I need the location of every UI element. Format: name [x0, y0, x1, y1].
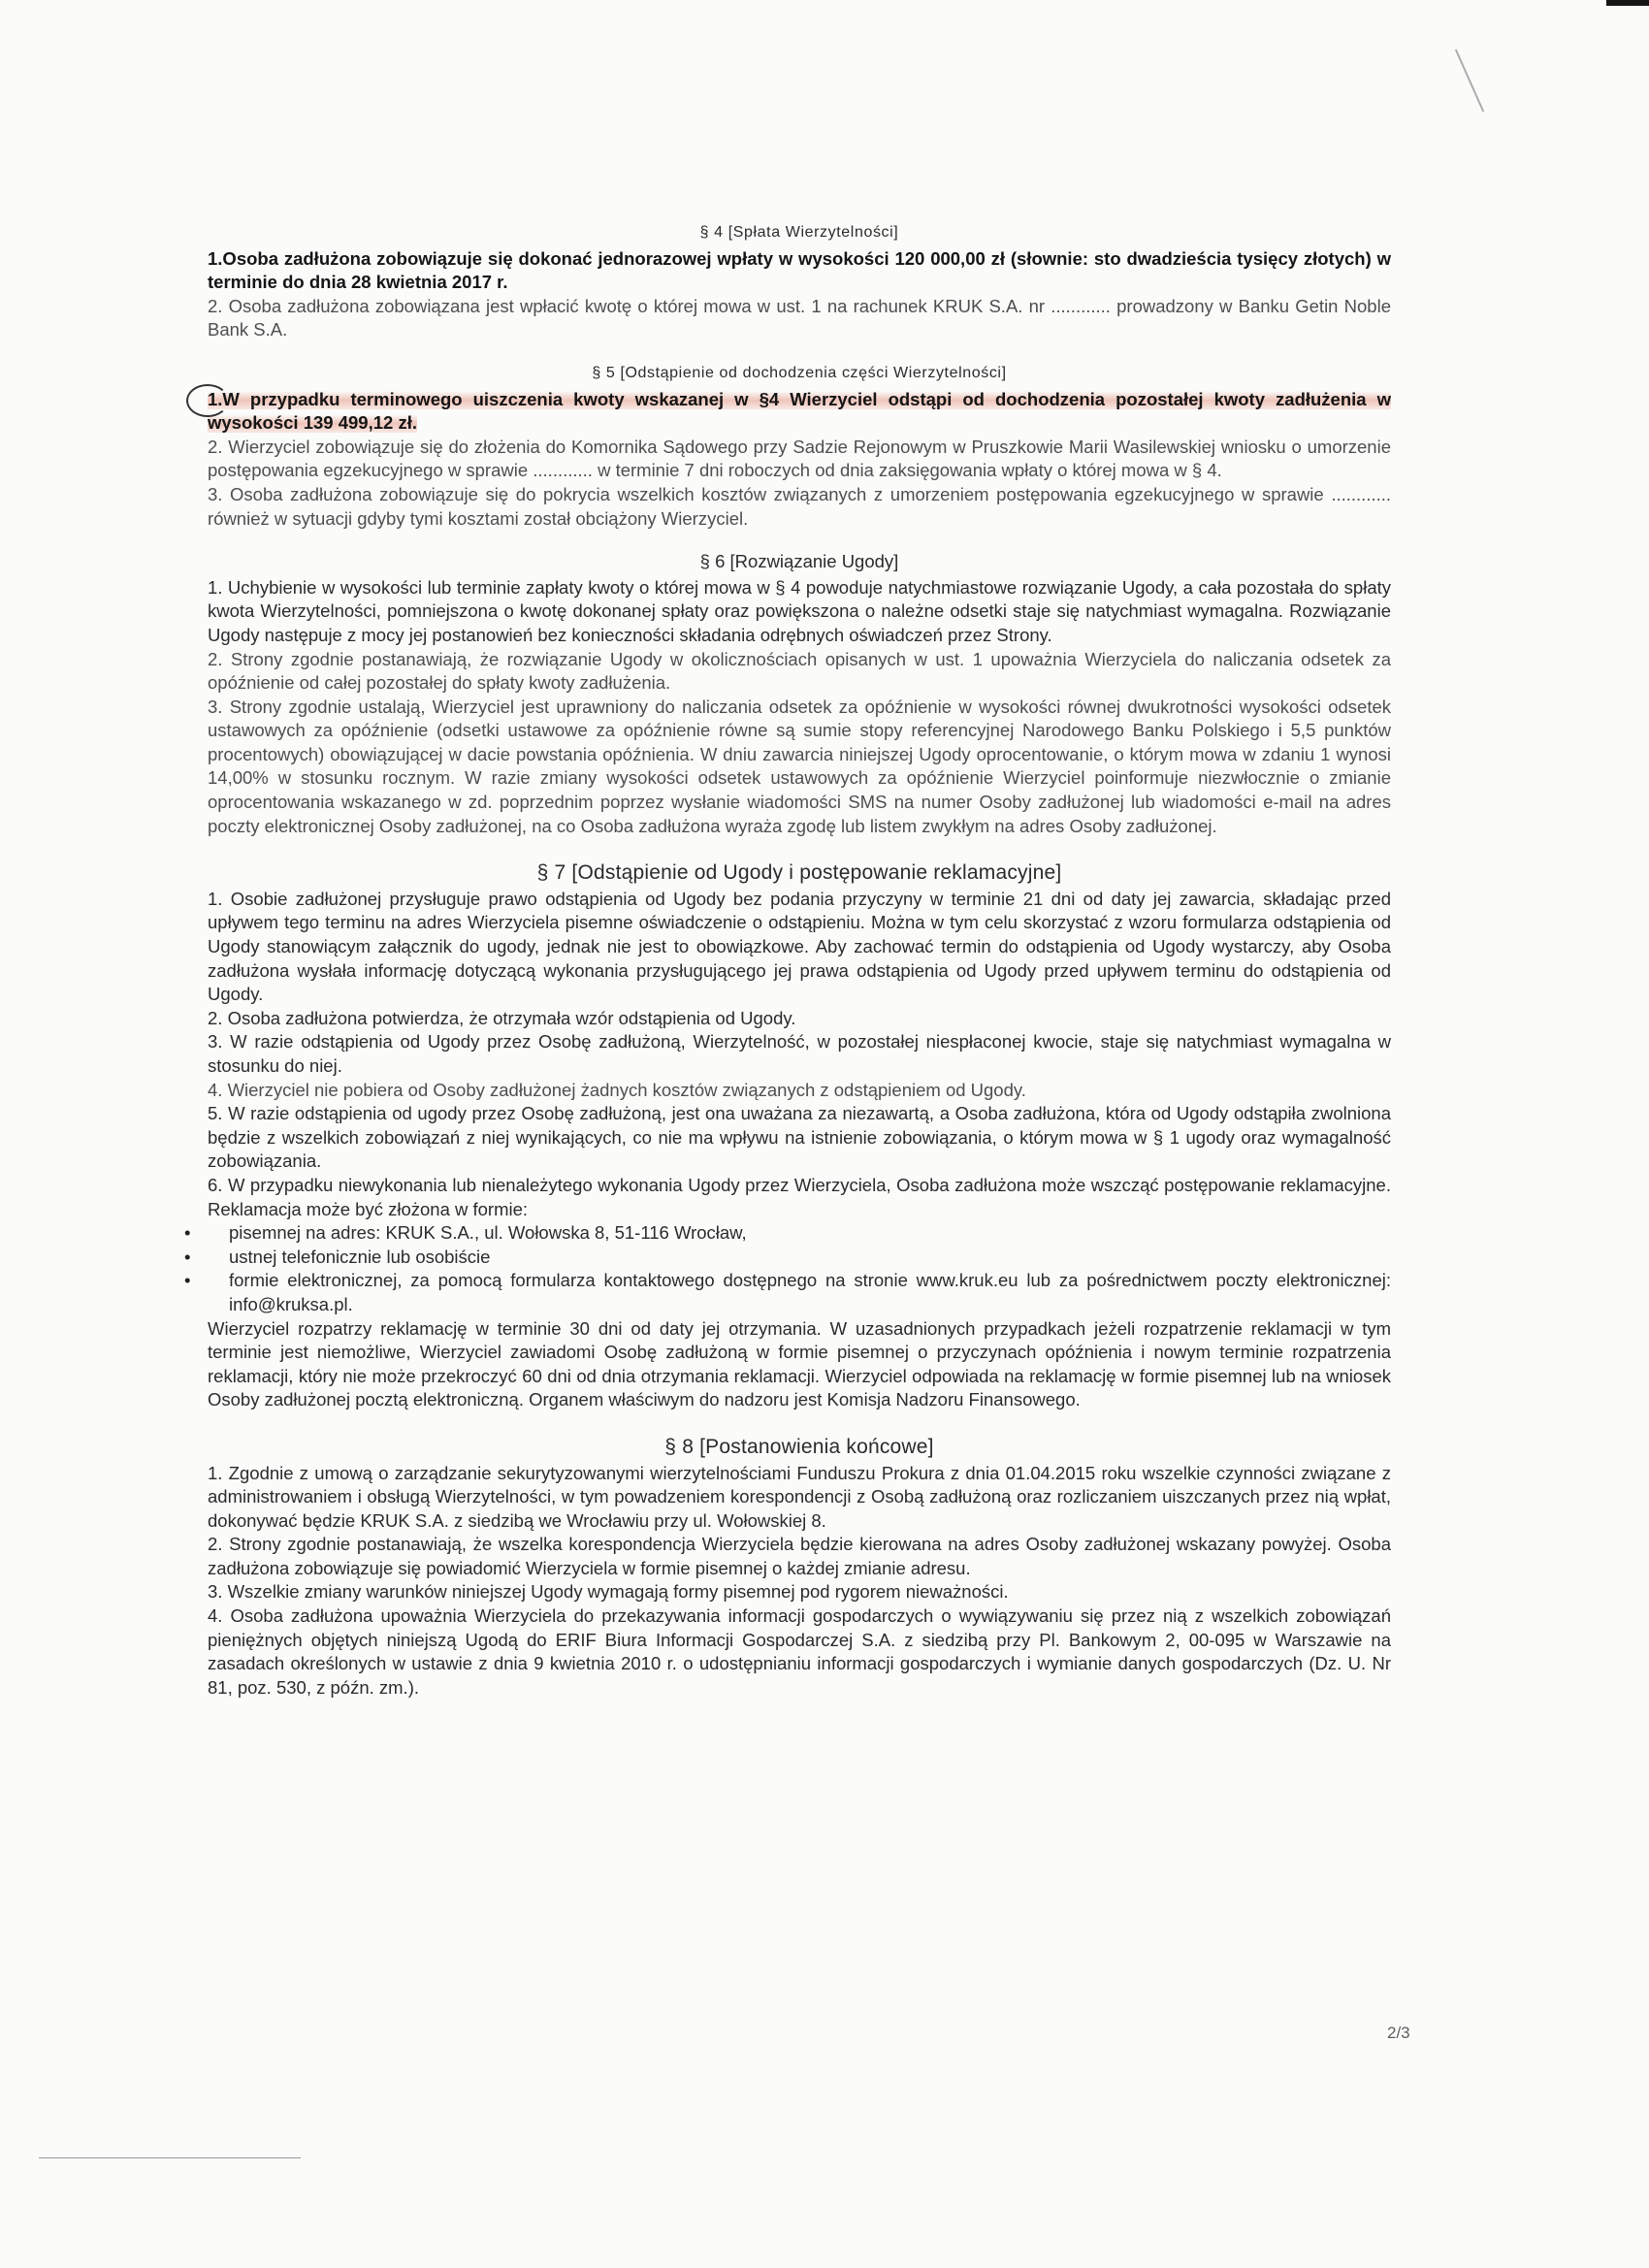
section-4-heading: § 4 [Spłata Wierzytelności]: [699, 224, 899, 241]
section-6-paragraph-2: 2. Strony zgodnie postanawiają, że rozwiązanie Ugody w okolicznościach opisanych w ust. 1 upoważnia Wierzyciela do naliczania odsetek za opóźnienie od całej pozostałej do spłaty kwoty zadłużenia.: [208, 648, 1391, 694]
section-7-paragraph-7: Wierzyciel rozpatrzy reklamację w terminie 30 dni od daty jej otrzymania. W uzasadnionych przypadkach jeżeli rozpatrzenie reklamacji w tym terminie jest niemożliwe, Wierzyciel zawiadomi Osobę zadłużoną w formie pisemnej o przyczynach opóźnienia i nowym terminie rozpatrzenia reklamacji, który nie może przekroczyć 60 dni od dnia otrzymania reklamacji. Wierzyciel odpowiada na reklamację w formie pisemnej lub na wniosek Osoby zadłużonej pocztą elektroniczną. Organem właściwym do nadzoru jest Komisja Nadzoru Finansowego.: [208, 1317, 1391, 1410]
section-7-paragraph-2: 2. Osoba zadłużona potwierdza, że otrzymała wzór odstąpienia od Ugody.: [208, 1007, 796, 1028]
section-4: [208, 221, 1391, 342]
section-4-paragraph-2: 2. Osoba zadłużona zobowiązana jest wpłacić kwotę o której mowa w ust. 1 na rachunek KRUK S.A. nr ............ prowadzony w Banku Getin Noble Bank S.A.: [208, 295, 1391, 340]
section-6-paragraph-3: 3. Strony zgodnie ustalają, Wierzyciel jest uprawniony do naliczania odsetek za opóźnienie w wysokości równej dwukrotności wysokości odsetek ustawowych za opóźnienie (odsetki ustawowe za opóźnienie równe są sumie stopy referencyjnej Narodowego Banku Polskiego i 5,5 punktów procentowych) obowiązującej w dacie powstania opóźnienia. W dniu zawarcia niniejszej Ugody oprocentowanie, o którym mowa w zdaniu 1 wynosi 14,00% w stosunku rocznym. W razie zmiany wysokości odsetek ustawowych za opóźnienie Wierzyciel poinformuje niezwłocznie o zmianie oprocentowania wskazanego w zd. poprzednim poprzez wysłanie wiadomości SMS na numer Osoby zadłużonej lub wiadomości e-mail na adres poczty elektronicznej Osoby zadłużonej, na co Osoba zadłużona wyraża zgodę lub listem zwykłym na adres Osoby zadłużonej.: [208, 696, 1391, 836]
section-7-heading: § 7 [Odstąpienie od Ugody i postępowanie reklamacyjne]: [536, 861, 1062, 885]
section-6-heading: § 6 [Rozwiązanie Ugody]: [699, 551, 899, 572]
footer-rule: [39, 2157, 301, 2158]
section-8-paragraph-1: 1. Zgodnie z umową o zarządzanie sekurytyzowanymi wierzytelnościami Funduszu Prokura z dnia 01.04.2015 roku wszelkie czynności związane z administrowaniem i obsługą Wierzytelności, w tym powadzeniem korespondencji z Osobą zadłużoną oraz rozliczaniem uiszczanych przez nią wpłat, dokonywać będzie KRUK S.A. z siedzibą we Wrocławiu przy ul. Wołowskiej 8.: [208, 1462, 1391, 1531]
list-item: • pisemnej na adres: KRUK S.A., ul. Wołowska 8, 51-116 Wrocław,: [208, 1221, 1391, 1246]
section-8-paragraph-2: 2. Strony zgodnie postanawiają, że wszelka korespondencja Wierzyciela będzie kierowana na adres Osoby zadłużonej wskazany powyżej. Osoba zadłużona zobowiązuje się powiadomić Wierzyciela w formie pisemnej o każdej zmianie adresu.: [208, 1534, 1391, 1578]
list-item: • ustnej telefonicznie lub osobiście: [208, 1246, 1391, 1270]
document-body: [208, 221, 1391, 1723]
section-5-highlighted-text: 1.W przypadku terminowego uiszczenia kwoty wskazanej w §4 Wierzyciel odstąpi od dochodzenia pozostałej kwoty zadłużenia w wysokości 139 499,12 zł.: [208, 388, 1391, 434]
section-5: [208, 362, 1391, 531]
section-7-paragraph-6: 6. W przypadku niewykonania lub nienależytego wykonania Ugody przez Wierzyciela, Osoba zadłużona może wszcząć postępowanie reklamacyjne. Reklamacja może być złożona w formie:: [208, 1174, 1391, 1219]
section-8-heading: § 8 [Postanowienia końcowe]: [664, 1435, 934, 1458]
page-number: 2/3: [1387, 2024, 1410, 2042]
scan-pen-stroke: [1455, 49, 1484, 113]
section-6: [208, 550, 1391, 838]
section-7-paragraph-4: 4. Wierzyciel nie pobiera od Osoby zadłużonej żadnych kosztów związanych z odstąpieniem od Ugody.: [208, 1079, 1026, 1100]
list-item: • formie elektronicznej, za pomocą formularza kontaktowego dostępnego na stronie www.kruk.eu lub za pośrednictwem poczty elektronicznej: info@kruksa.pl.: [208, 1269, 1391, 1316]
section-4-paragraph-1: 1.Osoba zadłużona zobowiązuje się dokonać jednorazowej wpłaty w wysokości 120 000,00 zł (słownie: sto dwadzieścia tysięcy złotych) w terminie do dnia 28 kwietnia 2017 r.: [208, 247, 1391, 293]
section-5-paragraph-2: 2. Wierzyciel zobowiązuje się do złożenia do Komornika Sądowego przy Sadzie Rejonowym w Pruszkowie Marii Wasilewskiej wniosku o umorzenie postępowania egzekucyjnego w sprawie ............ w terminie 7 dni roboczych od dnia zaksięgowania wpłaty o której mowa w § 4.: [208, 436, 1391, 481]
section-8-paragraph-4: 4. Osoba zadłużona upoważnia Wierzyciela do przekazywania informacji gospodarczych o wywiązywaniu się przez nią z wszelkich zobowiązań pieniężnych objętych niniejszą Ugodą do ERIF Biura Informacji Gospodarczej S.A. z siedzibą przy Pl. Bankowym 2, 00-095 w Warszawie na zasadach określonych w ustawie z dnia 9 kwietnia 2010 r. o udostępnianiu informacji gospodarczych i wymianie danych gospodarczych (Dz. U. Nr 81, poz. 530, z późn. zm.).: [208, 1605, 1391, 1698]
section-8-paragraph-3: 3. Wszelkie zmiany warunków niniejszej Ugody wymagają formy pisemnej pod rygorem nieważności.: [208, 1581, 1009, 1603]
scan-edge-mark: [1606, 0, 1649, 6]
section-7-paragraph-3: 3. W razie odstąpienia od Ugody przez Osobę zadłużoną, Wierzytelność, w pozostałej niespłaconej kwocie, staje się natychmiast wymagalna w stosunku do niej.: [208, 1031, 1391, 1076]
section-5-paragraph-1: [208, 388, 1391, 436]
section-8: [208, 1436, 1391, 1701]
pen-circle-mark: [186, 384, 229, 417]
complaint-forms-list: [208, 1221, 1391, 1316]
section-7-paragraph-1: 1. Osobie zadłużonej przysługuje prawo odstąpienia od Ugody bez podania przyczyny w terminie 21 dni od daty jej zawarcia, składając przed upływem tego terminu na adres Wierzyciela pisemne oświadczenie o odstąpieniu. Można w tym celu skorzystać z wzoru formularza odstąpienia od Ugody stanowiącym załącznik do ugody, jednak nie jest to obowiązkowe. Aby zachować termin do odstąpienia od Ugody wystarczy, aby Osoba zadłużona wysłała informację dotyczącą wykonania przysługującego jej prawa odstąpienia od Ugody przed upływem terminu do odstąpienia od Ugody.: [208, 888, 1391, 1005]
section-5-paragraph-3: 3. Osoba zadłużona zobowiązuje się do pokrycia wszelkich kosztów związanych z umorzeniem postępowania egzekucyjnego w sprawie ............ również w sytuacji gdyby tymi kosztami został obciążony Wierzyciel.: [208, 483, 1391, 529]
section-6-paragraph-1: 1. Uchybienie w wysokości lub terminie zapłaty kwoty o której mowa w § 4 powoduje natychmiastowe rozwiązanie Ugody, a cała pozostała do spłaty kwota Wierzytelności, pomniejszona o kwotę dokonanej spłaty oraz powiększona o należne odsetki staje się natychmiast wymagalna. Rozwiązanie Ugody następuje z mocy jej postanowień bez konieczności składania odrębnych oświadczeń przez Strony.: [208, 576, 1391, 645]
section-7-paragraph-5: 5. W razie odstąpienia od ugody przez Osobę zadłużoną, jest ona uważana za niezawartą, a Osoba zadłużona, która od Ugody odstąpiła zwolniona będzie z wszelkich zobowiązań z niej wynikających, co nie ma wpływu na istnienie zobowiązania, o którym mowa w § 1 ugody oraz wymagalność zobowiązania.: [208, 1103, 1391, 1172]
section-7: [208, 861, 1391, 1412]
section-5-heading: § 5 [Odstąpienie od dochodzenia części Wierzytelności]: [592, 364, 1007, 381]
